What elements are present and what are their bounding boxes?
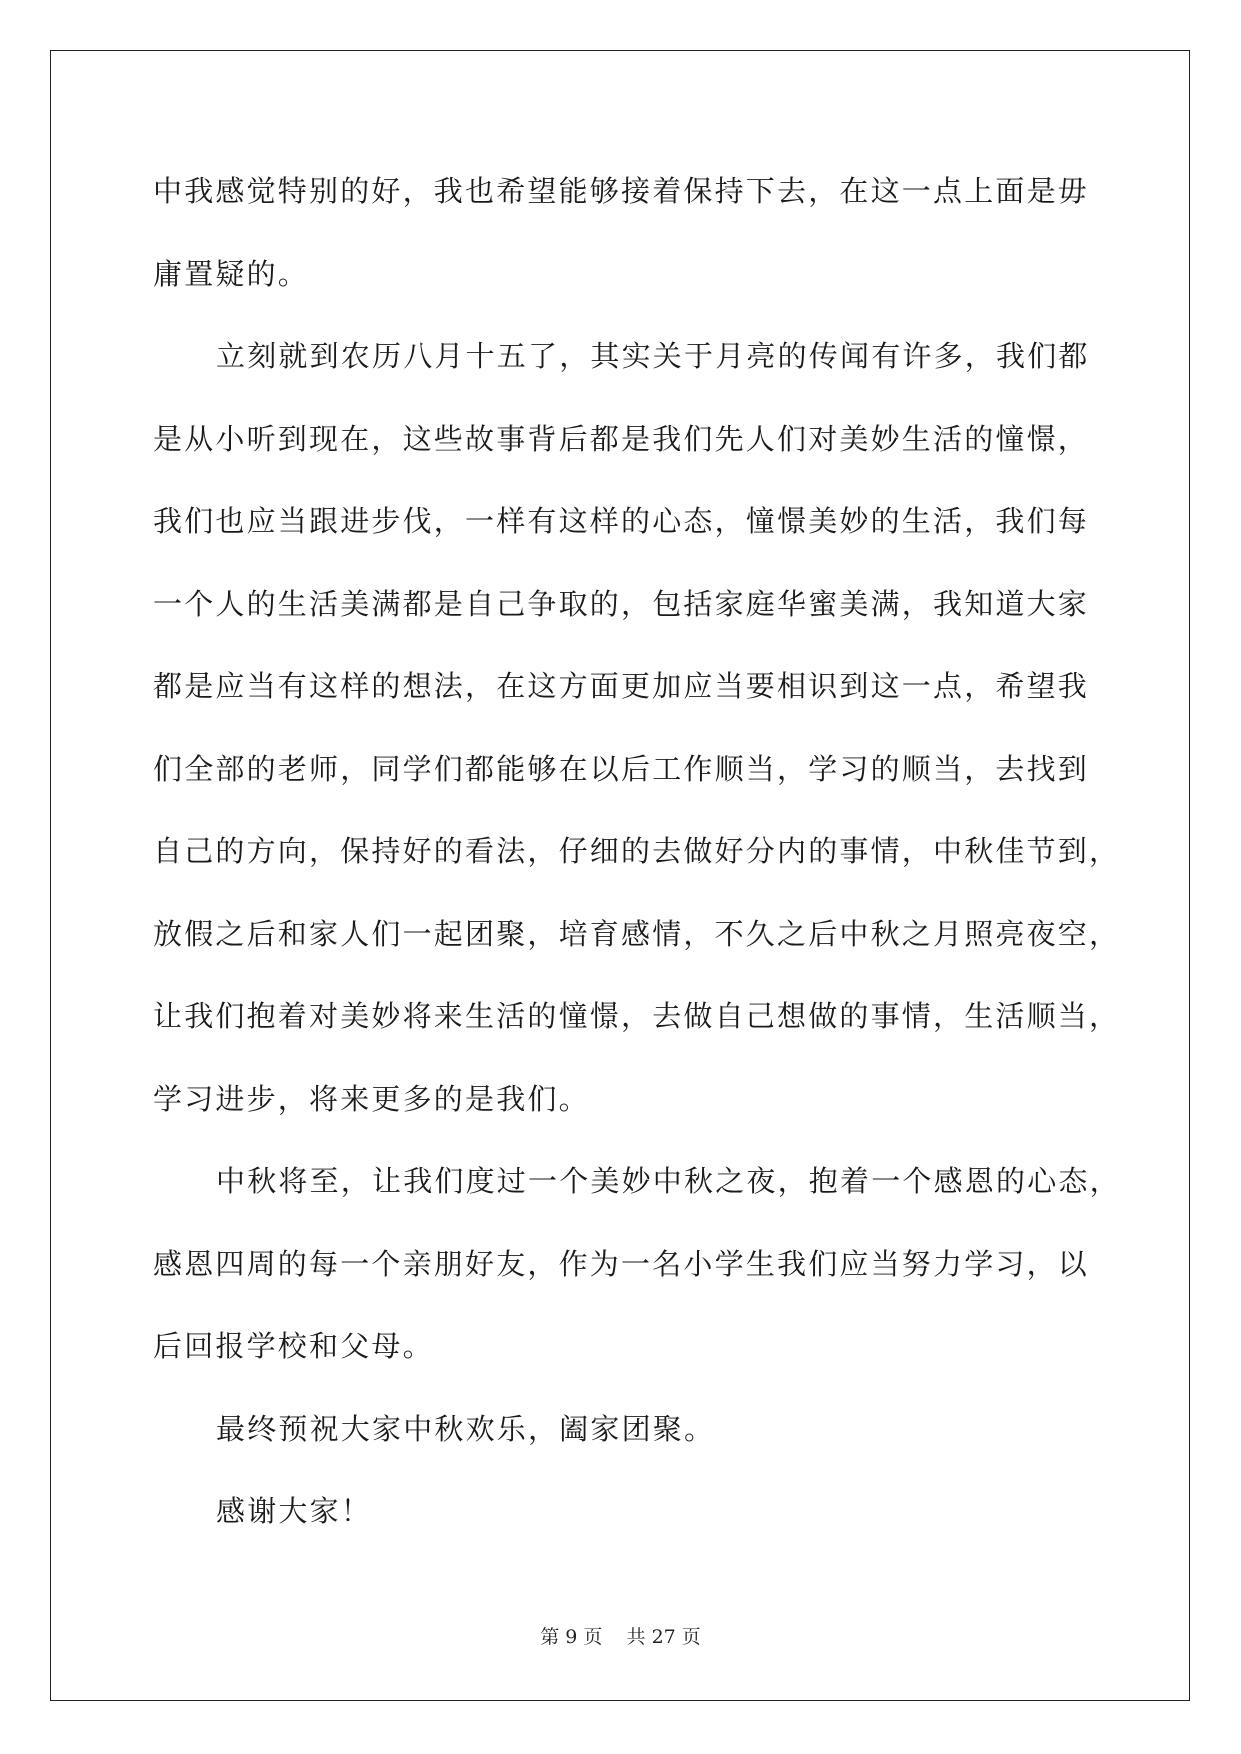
text-line: 中秋将至，让我们度过一个美妙中秋之夜，抱着一个感恩的心态， (216, 1164, 1121, 1198)
text-line: 一个人的生活美满都是自己争取的，包括家庭华蜜美满，我知道大家 (153, 586, 1090, 621)
text-line: 我们也应当跟进步伐，一样有这样的心态，憧憬美妙的生活，我们每 (153, 504, 1090, 538)
text-line: 是从小听到现在，这些故事背后都是我们先人们对美妙生活的憧憬， (153, 421, 1090, 456)
text-line: 感谢大家！ (216, 1494, 373, 1528)
document-body (153, 162, 1121, 1565)
text-line: 学习进步，将来更多的是我们。 (153, 1081, 590, 1116)
text-line: 后回报学校和父母。 (153, 1329, 434, 1363)
text-line: 立刻就到农历八月十五了，其实关于月亮的传闻有许多，我们都 (216, 339, 1090, 373)
text-line: 庸置疑的。 (153, 256, 310, 291)
text-line: 中我感觉特别的好，我也希望能够接着保持下去，在这一点上面是毋 (153, 174, 1090, 208)
text-line: 感恩四周的每一个亲朋好友，作为一名小学生我们应当努力学习，以 (153, 1246, 1090, 1281)
text-line: 自己的方向，保持好的看法，仔细的去做好分内的事情，中秋佳节到， (153, 834, 1121, 868)
text-line: 让我们抱着对美妙将来生活的憧憬，去做自己想做的事情，生活顺当， (153, 999, 1121, 1033)
text-line: 们全部的老师，同学们都能够在以后工作顺当，学习的顺当，去找到 (153, 751, 1090, 786)
text-line: 都是应当有这样的想法，在这方面更加应当要相识到这一点，希望我 (153, 669, 1090, 703)
page-footer: 第 9 页 共 27 页 (540, 1626, 701, 1648)
text-line: 最终预祝大家中秋欢乐，阖家团聚。 (216, 1411, 716, 1446)
text-line: 放假之后和家人们一起团聚，培育感情，不久之后中秋之月照亮夜空， (153, 916, 1121, 951)
